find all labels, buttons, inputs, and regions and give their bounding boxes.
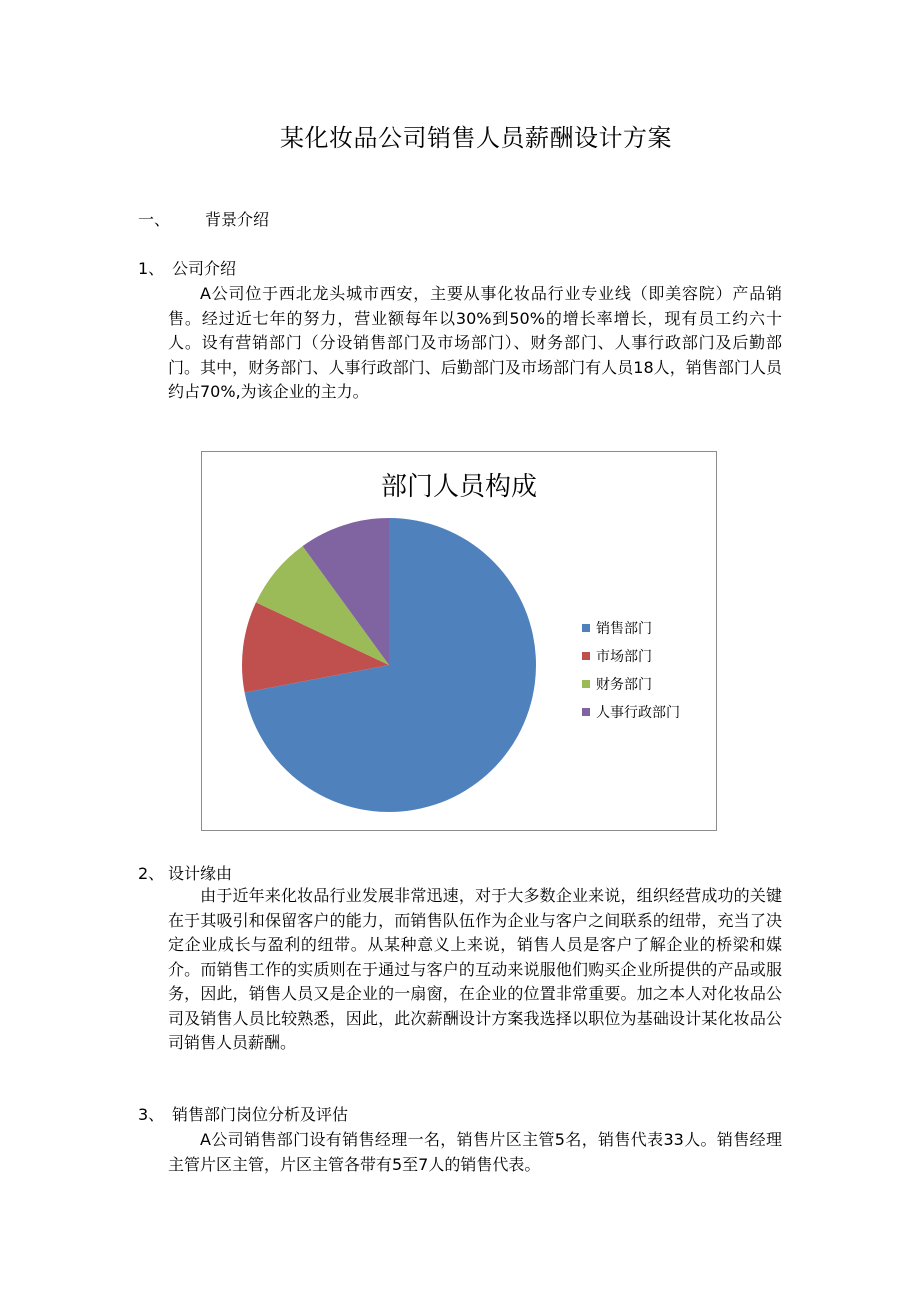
design-reason-paragraph: [168, 884, 782, 1056]
legend-item: [582, 614, 680, 642]
legend-item: [582, 698, 680, 726]
legend-item: [582, 670, 680, 698]
subsection-heading: 设计缘由: [168, 864, 233, 883]
chart-legend: [582, 614, 680, 726]
position-analysis-text: A公司销售部门设有销售经理一名，销售片区主管5名，销售代表33人。销售经理主管片区主管，片区主管各带有5至7人的销售代表。: [168, 1130, 782, 1174]
section-number: 一、: [138, 210, 171, 229]
legend-item: [582, 642, 680, 670]
legend-label: 财务部门: [596, 677, 652, 693]
pie-chart: [201, 451, 717, 831]
chart-title: 部门人员构成: [380, 472, 537, 502]
subsection-number: 1、: [138, 259, 165, 278]
section-heading: 背景介绍: [205, 210, 270, 229]
legend-swatch: [582, 680, 590, 688]
subsection-number: 2、: [138, 864, 165, 883]
legend-swatch: [582, 652, 590, 660]
legend-swatch: [582, 708, 590, 716]
legend-label: 市场部门: [596, 649, 652, 665]
legend-label: 人事行政部门: [596, 705, 680, 721]
subsection-heading: 公司介绍: [172, 259, 237, 278]
page-title: 某化妆品公司销售人员薪酬设计方案: [280, 124, 672, 152]
company-intro-paragraph: [168, 282, 782, 405]
legend-swatch: [582, 624, 590, 632]
design-reason-text: 由于近年来化妆品行业发展非常迅速，对于大多数企业来说，组织经营成功的关键在于其吸引和保留客户的能力，而销售队伍作为企业与客户之间联系的纽带，充当了决定企业成长与盈利的纽带。从某种意义上来说，销售人员是客户了解企业的桥梁和媒介。而销售工作的实质则在于通过与客户的互动来说服他们购买企业所提供的产品或服务，因此，销售人员又是企业的一扇窗，在企业的位置非常重要。加之本人对化妆品公司及销售人员比较熟悉，因此，此次薪酬设计方案我选择以职位为基础设计某化妆品公司销售人员薪酬。: [168, 886, 782, 1052]
position-analysis-paragraph: [168, 1128, 782, 1177]
company-intro-text: A公司位于西北龙头城市西安，主要从事化妆品行业专业线（即美容院）产品销售。经过近七年的努力，营业额每年以30%到50%的增长率增长，现有员工约六十人。设有营销部门（分设销售部门及市场部门）、财务部门、人事行政部门及后勤部门。其中，财务部门、人事行政部门、后勤部门及市场部门有人员18人，销售部门人员约占70%,为该企业的主力。: [168, 284, 782, 401]
legend-label: 销售部门: [596, 621, 652, 637]
subsection-heading: 销售部门岗位分析及评估: [172, 1105, 349, 1124]
subsection-number: 3、: [138, 1105, 165, 1124]
